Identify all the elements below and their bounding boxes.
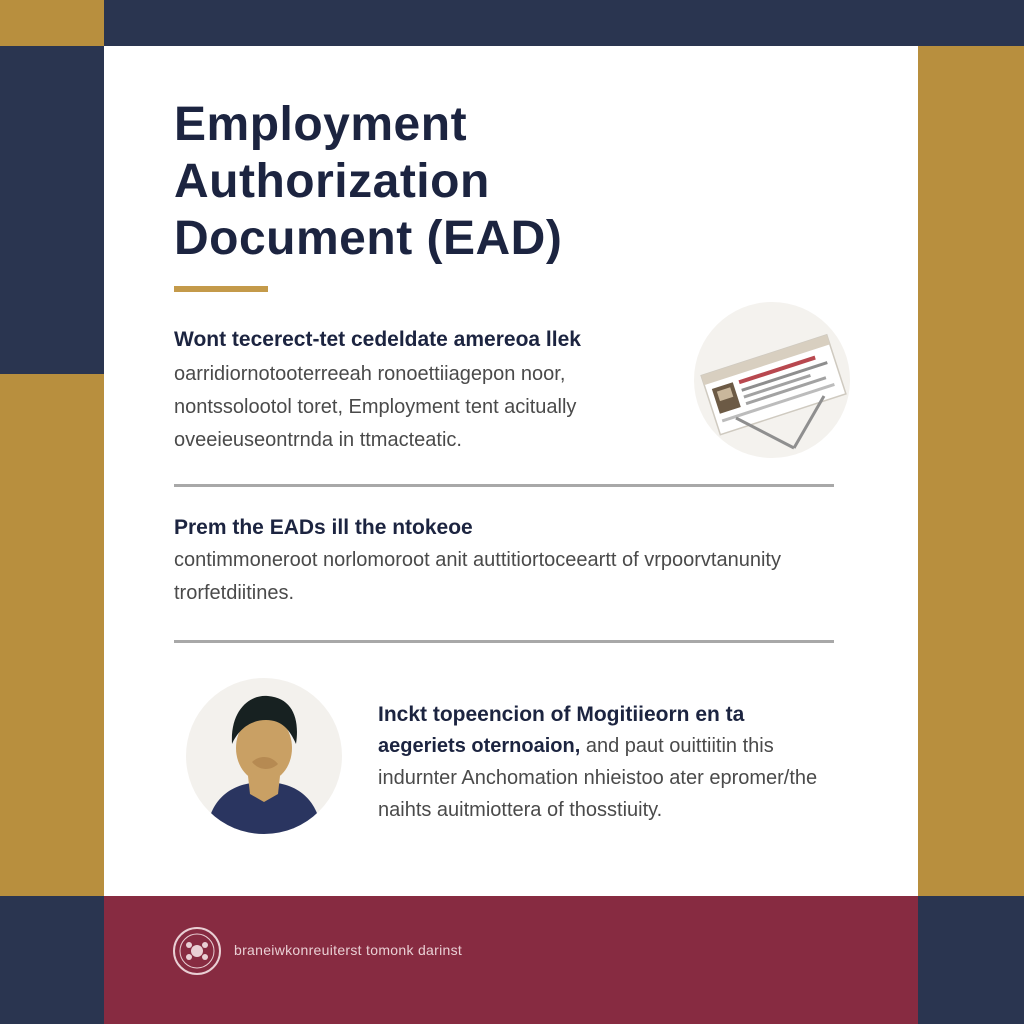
section-3-heading-continued: aegeriets oternoaion, (378, 735, 581, 757)
document-illustration-icon (692, 300, 852, 460)
left-navy-block (0, 46, 104, 374)
corner-gold-block (0, 0, 104, 46)
right-navy-bottom-block (918, 896, 1024, 1024)
footer-band (104, 896, 918, 1024)
left-navy-bottom-block (0, 896, 104, 1024)
title-line-2: Authorization (174, 155, 490, 208)
section-1-heading: Wont tecerect-tet cedeldate amereoa llek (174, 328, 581, 351)
section-2-heading: Prem the EADs ill the ntokeoe (174, 516, 473, 539)
title-line-1: Employment (174, 98, 468, 151)
top-navy-band (104, 0, 1024, 46)
title-line-3: Document (EAD) (174, 212, 563, 265)
section-3-heading: Inckt topeencion of Mogitiieorn en ta (378, 703, 745, 726)
section-divider (174, 484, 834, 487)
section-divider (174, 640, 834, 643)
section-2-body: contimmoneroot norlomoroot anit auttitiortoceeartt of vrpoorvtanunity trorfetdiitines. (174, 549, 781, 604)
content-card (104, 46, 918, 896)
section-3-body (378, 730, 858, 826)
left-gold-block (0, 374, 104, 896)
footer-text: braneiwkonreuiterst tomonk darinst (234, 942, 463, 958)
section-3-body-text: and paut ouittiitin this indurnter Anchomation nhieistoo ater epromer/the naihts auitmiottera of thosstiuity. (378, 735, 818, 821)
page-title (174, 96, 694, 267)
person-avatar-icon (186, 678, 342, 834)
seal-emblem-icon (172, 926, 222, 976)
title-accent-rule (174, 286, 268, 292)
section-1-body: oarridiornotooterreeah ronoettiiagepon noor, nontssolootol toret, Employment tent acitually oveeieuseontrnda in ttmacteatic. (174, 363, 577, 451)
right-gold-block (918, 46, 1024, 896)
